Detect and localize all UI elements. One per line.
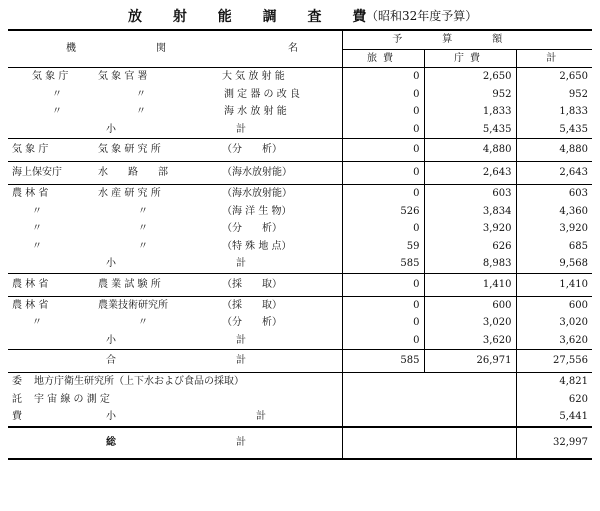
subtotal-label: 計 — [236, 123, 246, 135]
org-item: （海水放射能） — [222, 188, 292, 199]
travel-cell: 585 — [342, 255, 424, 273]
org-item: （分 析） — [222, 144, 282, 156]
itaku-item: 宇 宙 線 の 測 定 — [34, 393, 110, 405]
grand-total-label: 計 — [236, 436, 246, 448]
total-cell: 4,880 — [516, 139, 592, 162]
org-header-char: 名 — [288, 43, 298, 55]
total-cell: 3,920 — [516, 220, 592, 238]
itaku-row — [8, 373, 592, 391]
org-unit: 水 路 部 — [98, 167, 168, 179]
total-header: 計 — [516, 49, 592, 68]
office-cell: 2,650 — [424, 68, 516, 86]
org-unit: 〃 — [138, 317, 148, 328]
subtotal-label: 計 — [236, 258, 246, 269]
itaku-label-char: 託 — [12, 393, 22, 405]
sum-row — [8, 350, 592, 373]
table-row — [8, 162, 592, 185]
total-cell: 1,410 — [516, 273, 592, 296]
office-cell: 600 — [424, 296, 516, 314]
org-unit: 〃 — [138, 205, 148, 217]
travel-cell: 0 — [342, 185, 424, 203]
subtotal-row — [8, 255, 592, 273]
itaku-item: 地方庁衛生研究所（上下水および食品の採取） — [34, 376, 244, 387]
total-cell: 27,556 — [516, 350, 592, 373]
org-item: （分 析） — [222, 317, 282, 328]
org-unit: 〃 — [136, 88, 146, 100]
org-item: 海 水 放 射 能 — [224, 106, 287, 117]
itaku-label-char: 委 — [12, 376, 22, 387]
org-item: 大 気 放 射 能 — [222, 71, 285, 82]
org-item: （分 析） — [222, 223, 282, 234]
table-row — [8, 273, 592, 296]
org-unit: 農 業 試 験 所 — [98, 278, 161, 290]
office-cell: 3,620 — [424, 332, 516, 350]
travel-cell: 0 — [342, 86, 424, 104]
table-row — [8, 296, 592, 314]
table-row — [8, 86, 592, 104]
travel-cell: 526 — [342, 203, 424, 221]
org-ministry: 気 象 庁 — [32, 71, 69, 82]
travel-cell: 0 — [342, 162, 424, 185]
travel-cell: 0 — [342, 332, 424, 350]
subtotal-row — [8, 121, 592, 139]
sum-label: 計 — [236, 355, 246, 367]
org-item: （採 取） — [222, 299, 282, 311]
org-ministry: 農 林 省 — [12, 278, 49, 290]
total-cell: 603 — [516, 185, 592, 203]
org-unit: 気 象 研 究 所 — [98, 144, 161, 156]
office-header: 庁費 — [424, 49, 516, 68]
subtotal-label: 小 — [106, 123, 116, 135]
grand-total-label: 総 — [106, 436, 116, 448]
subtotal-label: 小 — [106, 334, 116, 346]
org-item: （海 洋 生 物） — [222, 205, 292, 217]
itaku-subtotal: 小 計 — [106, 411, 266, 422]
org-ministry: 農 林 省 — [12, 188, 49, 199]
org-unit: 水 産 研 究 所 — [98, 188, 161, 199]
total-cell: 5,441 — [516, 408, 592, 427]
total-cell: 32,997 — [516, 427, 592, 459]
table-row — [8, 139, 592, 162]
table-row — [8, 203, 592, 221]
table-row — [8, 220, 592, 238]
table-row — [8, 68, 592, 86]
org-unit: 〃 — [138, 223, 148, 234]
org-item: 測 定 器 の 改 良 — [224, 88, 300, 100]
travel-header: 旅費 — [342, 49, 424, 68]
table-row — [8, 238, 592, 256]
office-cell: 3,920 — [424, 220, 516, 238]
document-title — [0, 4, 600, 26]
travel-cell: 0 — [342, 273, 424, 296]
org-unit: 農業技術研究所 — [98, 299, 168, 311]
office-cell: 5,435 — [424, 121, 516, 139]
subtotal-row — [8, 332, 592, 350]
budget-table — [8, 29, 592, 460]
header-row-1 — [8, 30, 592, 49]
org-ministry: 農 林 省 — [12, 299, 49, 311]
table-row — [8, 185, 592, 203]
org-header — [8, 30, 342, 68]
travel-cell: 0 — [342, 121, 424, 139]
office-cell: 3,834 — [424, 203, 516, 221]
org-unit: 〃 — [138, 240, 148, 252]
org-unit: 〃 — [136, 106, 146, 117]
total-cell: 4,821 — [516, 373, 592, 391]
itaku-label-char: 費 — [12, 411, 22, 422]
total-cell: 1,833 — [516, 103, 592, 121]
title-text: 放 射 能 調 査 費 — [128, 9, 380, 25]
office-cell: 8,983 — [424, 255, 516, 273]
table-row — [8, 314, 592, 332]
travel-cell: 585 — [342, 350, 424, 373]
org-item: （特 殊 地 点） — [222, 240, 292, 252]
title-fiscal-year: （昭和32年度予算） — [366, 9, 478, 23]
total-cell: 685 — [516, 238, 592, 256]
total-cell: 5,435 — [516, 121, 592, 139]
travel-cell: 0 — [342, 296, 424, 314]
travel-cell: 0 — [342, 103, 424, 121]
office-cell: 603 — [424, 185, 516, 203]
org-header-char: 関 — [156, 43, 166, 55]
office-cell: 2,643 — [424, 162, 516, 185]
org-item: （海水放射能） — [222, 167, 292, 179]
org-ministry: 〃 — [52, 106, 62, 117]
total-cell: 620 — [516, 391, 592, 409]
total-cell: 952 — [516, 86, 592, 104]
grand-total-row — [8, 427, 592, 459]
org-header-char: 機 — [66, 43, 76, 55]
org-ministry: 〃 — [52, 88, 62, 100]
office-cell: 4,880 — [424, 139, 516, 162]
org-ministry: 〃 — [32, 223, 42, 234]
total-cell: 9,568 — [516, 255, 592, 273]
total-cell: 2,650 — [516, 68, 592, 86]
travel-cell: 59 — [342, 238, 424, 256]
travel-cell: 0 — [342, 220, 424, 238]
office-cell: 26,971 — [424, 350, 516, 373]
total-cell: 2,643 — [516, 162, 592, 185]
org-item: （採 取） — [222, 278, 282, 290]
itaku-row — [8, 391, 592, 409]
total-cell: 600 — [516, 296, 592, 314]
total-cell: 4,360 — [516, 203, 592, 221]
org-ministry: 気 象 庁 — [12, 144, 49, 156]
budget-header: 予算額 — [342, 30, 592, 49]
office-cell: 1,833 — [424, 103, 516, 121]
total-cell: 3,020 — [516, 314, 592, 332]
itaku-row — [8, 408, 592, 427]
travel-cell: 0 — [342, 314, 424, 332]
org-ministry: 〃 — [32, 240, 42, 252]
org-ministry: 〃 — [32, 205, 42, 217]
total-cell: 3,620 — [516, 332, 592, 350]
org-ministry: 海上保安庁 — [12, 167, 62, 179]
travel-cell: 0 — [342, 139, 424, 162]
office-cell: 626 — [424, 238, 516, 256]
office-cell: 1,410 — [424, 273, 516, 296]
travel-cell: 0 — [342, 68, 424, 86]
subtotal-label: 小 — [106, 258, 116, 269]
sum-label: 合 — [106, 355, 116, 367]
table-row — [8, 103, 592, 121]
office-cell: 3,020 — [424, 314, 516, 332]
office-cell: 952 — [424, 86, 516, 104]
org-ministry: 〃 — [32, 317, 42, 328]
org-unit: 気 象 官 署 — [98, 71, 148, 82]
subtotal-label: 計 — [236, 334, 246, 346]
